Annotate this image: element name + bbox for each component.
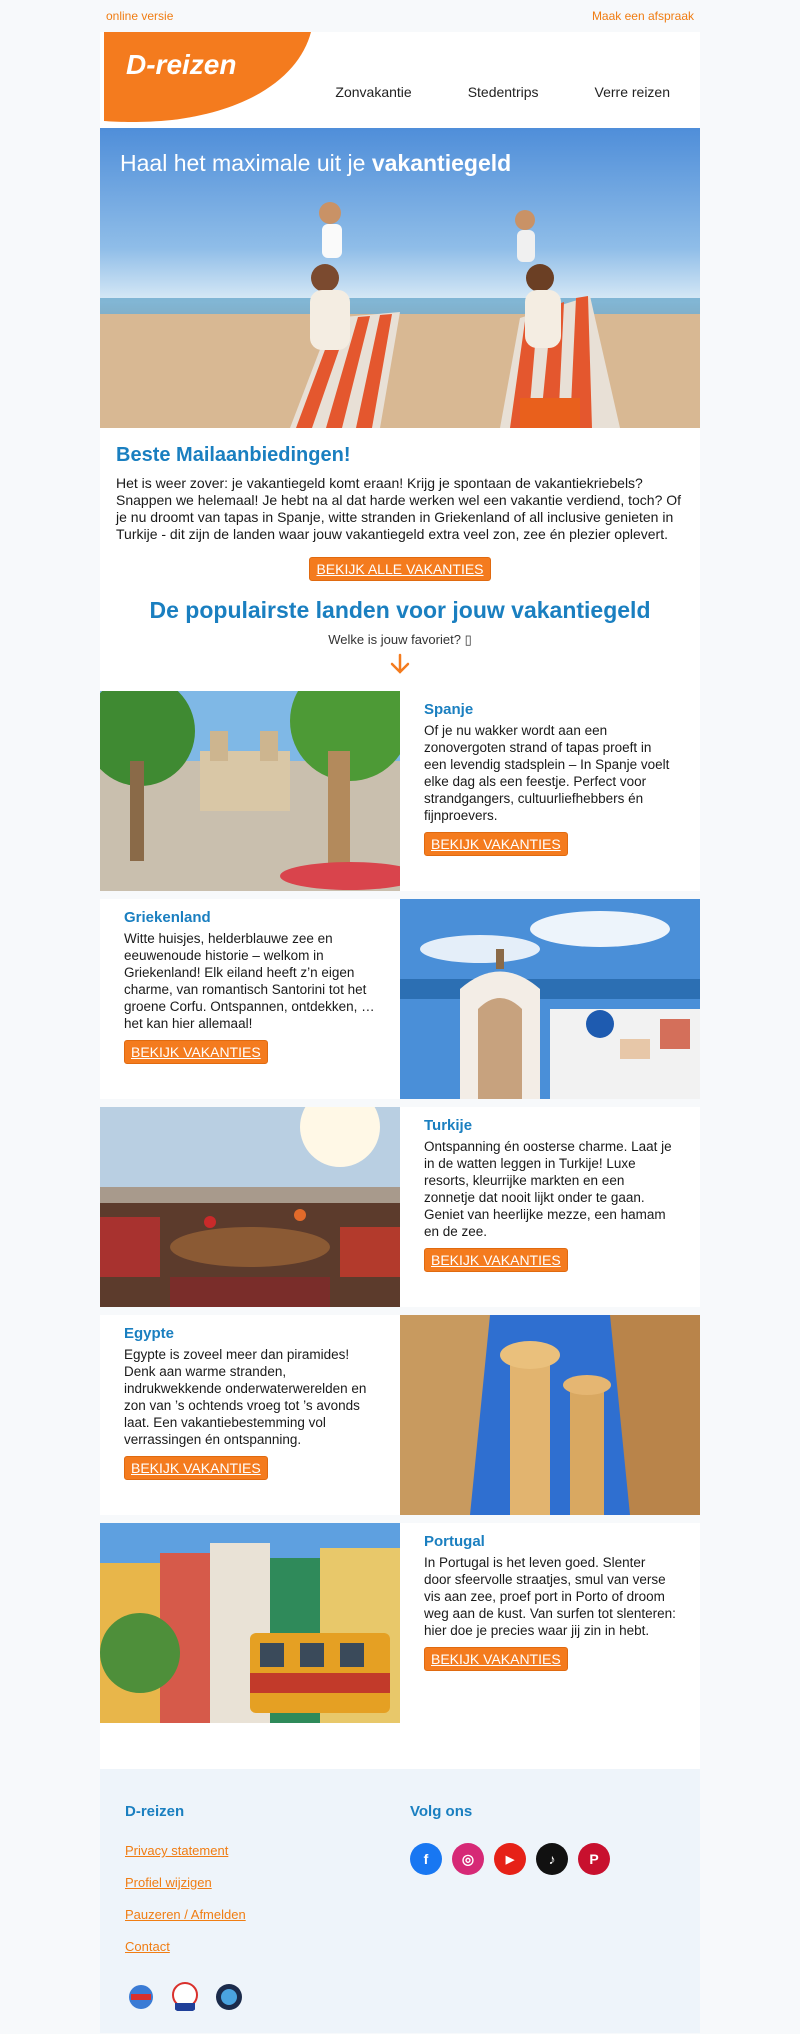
- nav-item-zonvakantie[interactable]: Zonvakantie: [335, 84, 412, 100]
- profile-link[interactable]: Profiel wijzigen: [125, 1875, 212, 1890]
- portugal-cta-button[interactable]: BEKIJK VAKANTIES: [424, 1647, 568, 1671]
- nav-item-stedentrips[interactable]: Stedentrips: [467, 84, 539, 100]
- spacer: [100, 1723, 700, 1769]
- portugal-text: [400, 1523, 700, 1723]
- sgr-badge-icon: [169, 1981, 201, 2013]
- egypte-title: Egypte: [124, 1325, 175, 1342]
- intro-section: [100, 428, 700, 593]
- footer: [100, 1769, 700, 2033]
- nav-item-verre-reizen[interactable]: Verre reizen: [594, 84, 670, 100]
- anvr-badge-icon: [125, 1981, 157, 2013]
- country-griekenland: [100, 899, 700, 1099]
- country-spanje: [100, 691, 700, 891]
- spanje-text: [400, 691, 700, 891]
- hero-headline: Haal het maximale uit je vakantiegeld: [120, 150, 512, 176]
- email-container: [100, 0, 700, 2033]
- follow-title: Volg ons: [410, 1803, 473, 1820]
- turkije-text: [400, 1107, 700, 1307]
- turkije-cta-button[interactable]: BEKIJK VAKANTIES: [424, 1248, 568, 1272]
- intro-title: Beste Mailaanbiedingen!: [116, 444, 351, 466]
- main-nav: [335, 84, 670, 100]
- portugal-title: Portugal: [424, 1533, 485, 1550]
- arrow-down-icon: [388, 652, 412, 676]
- spanje-title: Spanje: [424, 701, 474, 718]
- turkije-photo[interactable]: [100, 1107, 400, 1307]
- privacy-link[interactable]: Privacy statement: [125, 1843, 229, 1858]
- popular-subtitle: Welke is jouw favoriet? ▯: [328, 632, 472, 647]
- youtube-icon[interactable]: ▶: [494, 1843, 526, 1875]
- footer-brand-title: D-reizen: [125, 1803, 185, 1820]
- facebook-icon[interactable]: f: [410, 1843, 442, 1875]
- egypte-text: [100, 1315, 400, 1515]
- spanje-cta-button[interactable]: BEKIJK VAKANTIES: [424, 832, 568, 856]
- country-egypte: [100, 1315, 700, 1515]
- portugal-description: In Portugal is het leven goed. Slenter door sfeervolle straatjes, smul van verse vis aan zee, proef port in Porto of droom weg aan de kust. Van surfen tot slenteren: hier doe je precies waar jij zin in hebt.: [424, 1555, 676, 1638]
- popular-section: [100, 593, 700, 691]
- popular-title: De populairste landen voor jouw vakantiegeld: [149, 597, 651, 623]
- country-portugal: [100, 1523, 700, 1723]
- tiktok-icon[interactable]: ♪: [536, 1843, 568, 1875]
- turkije-title: Turkije: [424, 1117, 473, 1134]
- online-version-link[interactable]: online versie: [106, 9, 174, 23]
- unsubscribe-link[interactable]: Pauzeren / Afmelden: [125, 1907, 246, 1922]
- appointment-link[interactable]: Maak een afspraak: [591, 9, 694, 23]
- griekenland-cta-button[interactable]: BEKIJK VAKANTIES: [124, 1040, 268, 1064]
- spanje-description: Of je nu wakker wordt aan een zonovergoten strand of tapas proeft in een levendig stadsplein – In Spanje voelt elke dag als een feestje. Perfect voor strandgangers, cultuurliefhebbers én fijnproevers.: [424, 723, 670, 823]
- turkije-description: Ontspanning én oosterse charme. Laat je in de watten leggen in Turkije! Luxe resorts, kleurrijke markten en een zonnetje dat nooit lijkt onder te gaan. Geniet van heerlijke mezze, een hamam en de zee.: [424, 1139, 672, 1239]
- spanje-photo[interactable]: [100, 691, 400, 891]
- social-links: [410, 1843, 610, 1875]
- logo-text: D-reizen: [126, 49, 237, 80]
- topbar: [100, 0, 700, 32]
- portugal-photo[interactable]: [100, 1523, 400, 1723]
- pinterest-icon[interactable]: P: [578, 1843, 610, 1875]
- griekenland-photo[interactable]: [400, 899, 700, 1099]
- d-reizen-logo[interactable]: [104, 32, 311, 122]
- country-turkije: [100, 1107, 700, 1307]
- griekenland-text: [100, 899, 400, 1099]
- egypte-description: Egypte is zoveel meer dan piramides! Denk aan warme stranden, indrukwekkende onderwaterwerelden en zon van ’s ochtends vroeg tot ’s avonds laat. Een vakantiebestemming vol verrassingen én ontspanning.: [124, 1347, 367, 1447]
- contact-link[interactable]: Contact: [125, 1939, 170, 1954]
- egypte-photo[interactable]: [400, 1315, 700, 1515]
- hero-banner[interactable]: [100, 128, 700, 428]
- instagram-icon[interactable]: ◎: [452, 1843, 484, 1875]
- egypte-cta-button[interactable]: BEKIJK VAKANTIES: [124, 1456, 268, 1480]
- all-holidays-button[interactable]: BEKIJK ALLE VAKANTIES: [309, 557, 490, 581]
- certification-badges: [125, 1981, 245, 2013]
- header: [100, 32, 700, 128]
- intro-body: Het is weer zover: je vakantiegeld komt eraan! Krijg je spontaan de vakantiekriebels? Snappen we helemaal! Je hebt na al dat harde werken wel een vakantie verdiend, toch? Of je nu droomt van tapas in Spanje, witte stranden in Griekenland of all inclusive genieten in Turkije - dit zijn de landen waar jouw vakantiegeld extra veel zon, zee én plezier oplevert.: [116, 475, 682, 542]
- griekenland-title: Griekenland: [124, 909, 211, 926]
- calamiteitenfonds-badge-icon: [213, 1981, 245, 2013]
- griekenland-description: Witte huisjes, helderblauwe zee en eeuwenoude historie – welkom in Griekenland! Elk eiland heeft z’n eigen charme, van romantisch Santorini tot het groene Corfu. Ontspannen, ontdekken, … het kan hier allemaal!: [124, 931, 375, 1031]
